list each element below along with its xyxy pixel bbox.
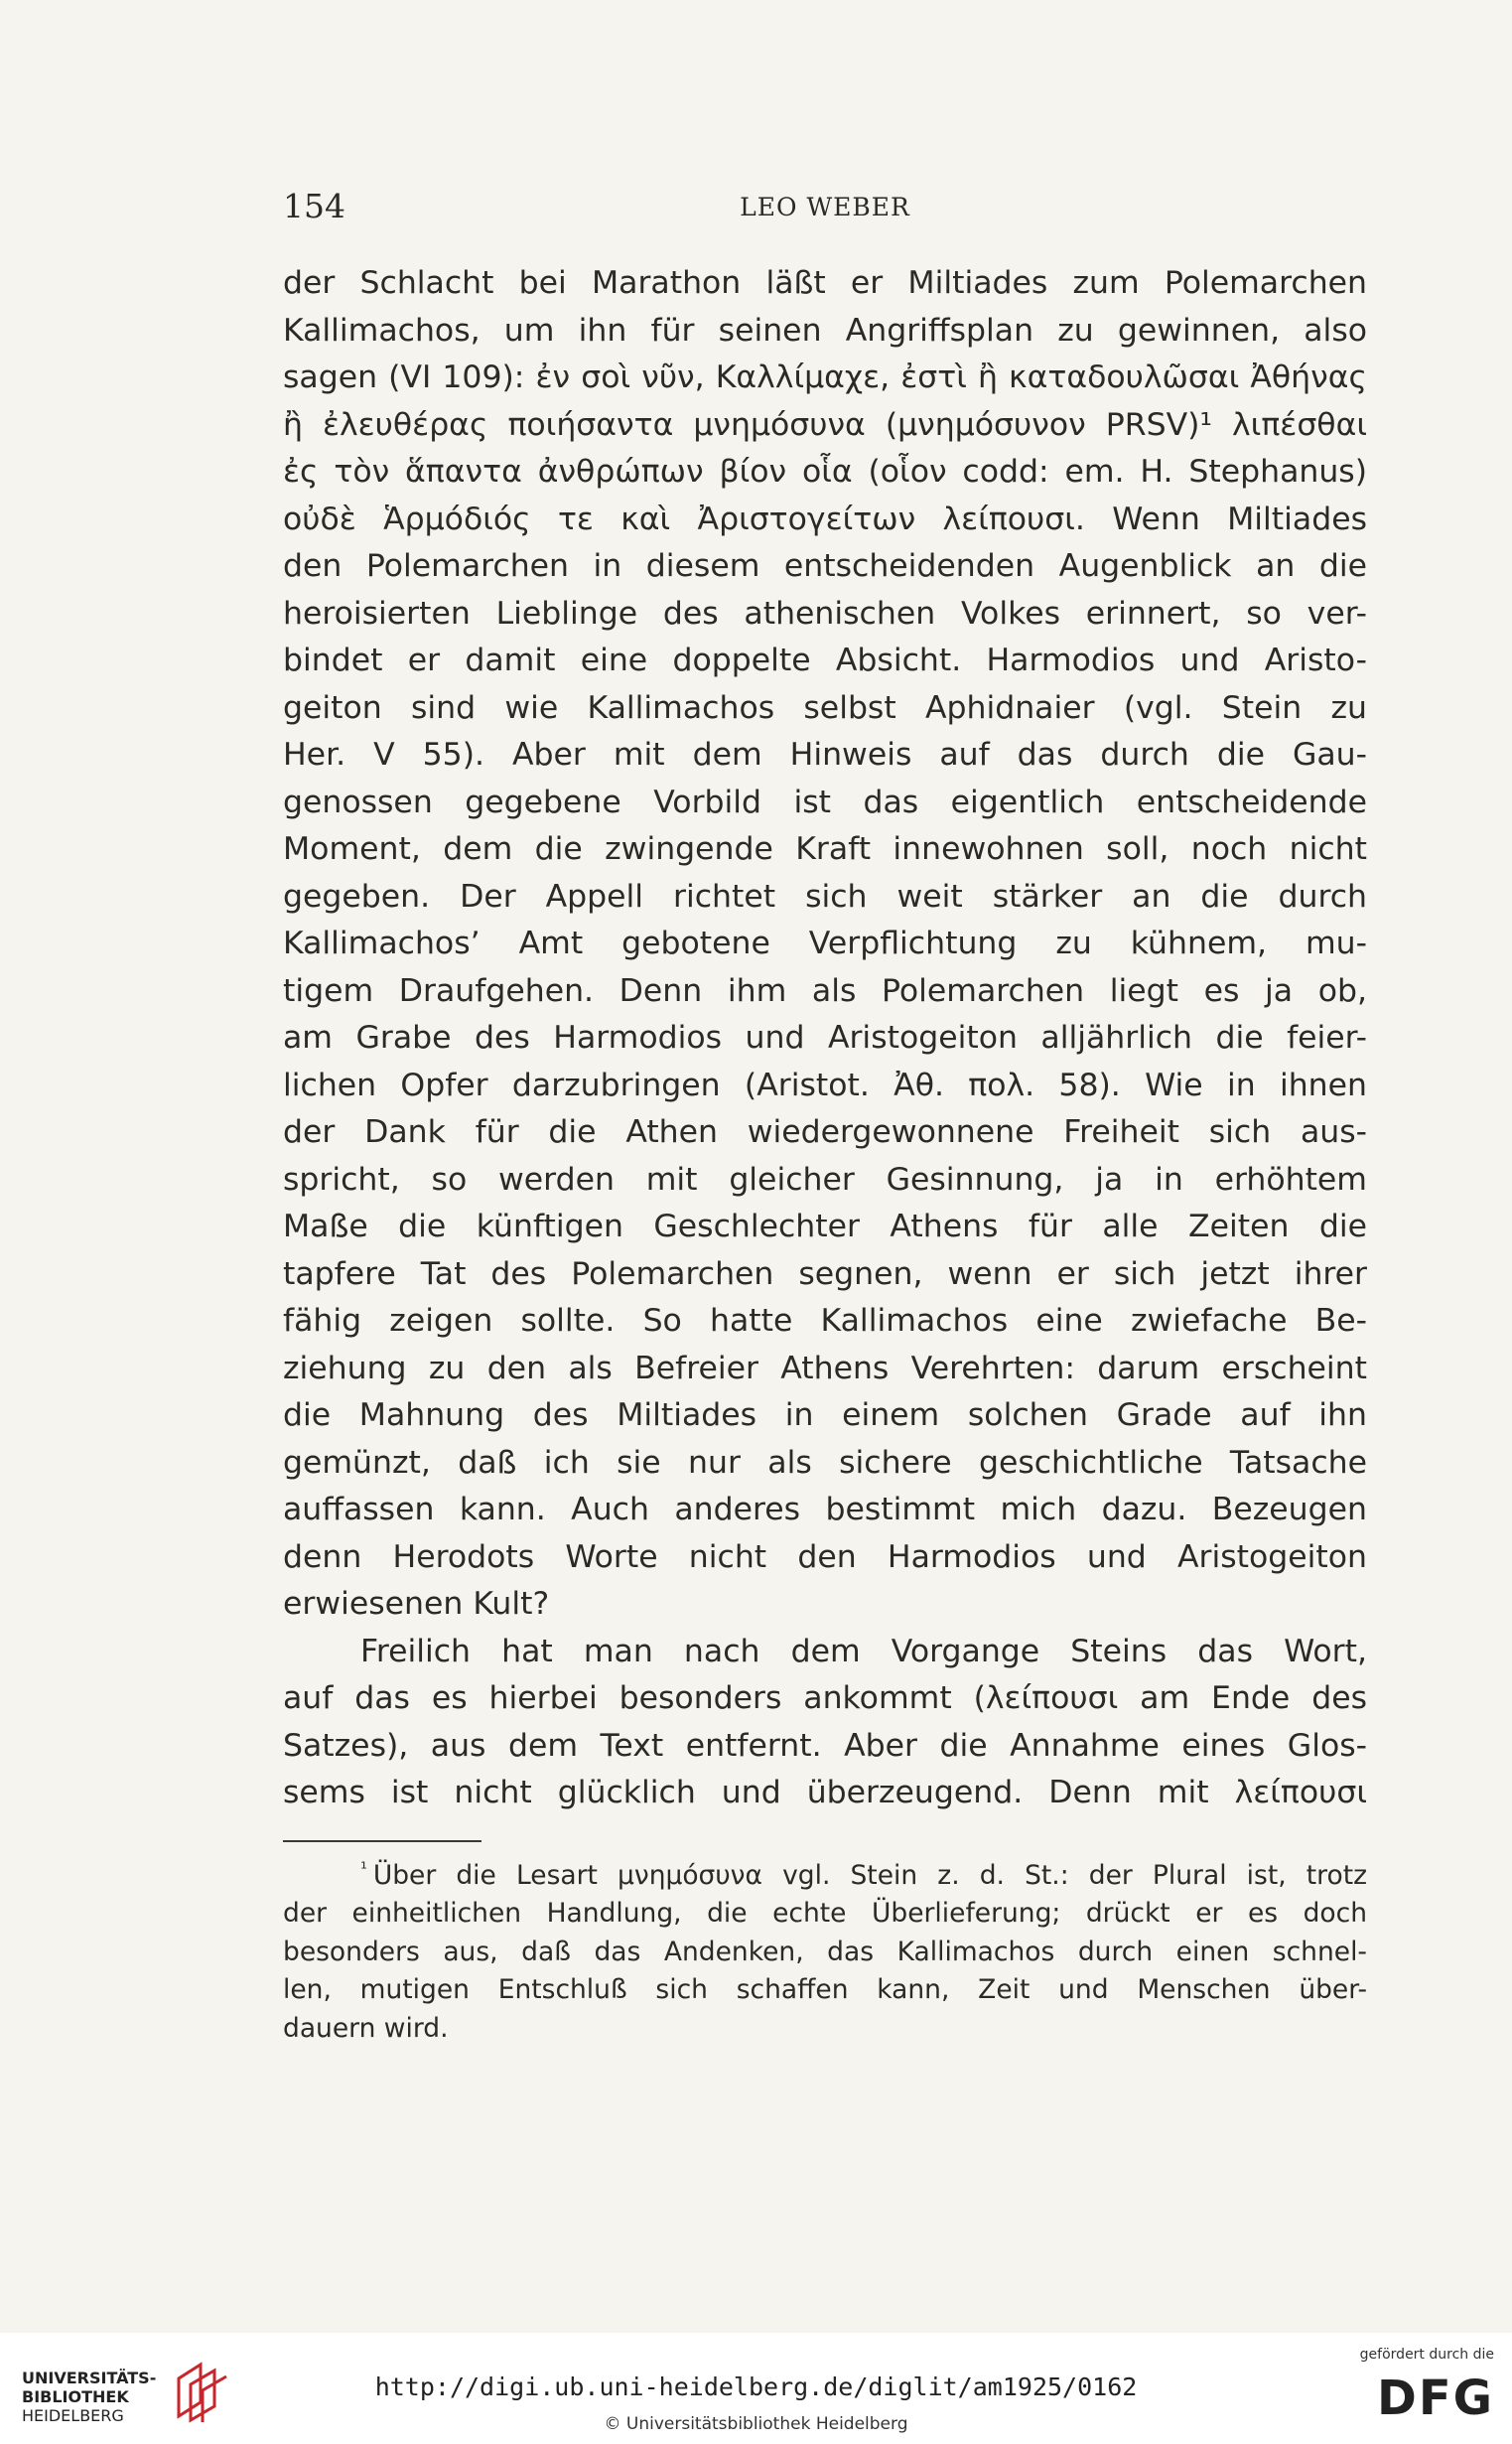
dfg-logo-block[interactable] [1345,2347,1494,2436]
text-line: ἐς τὸν ἅπαντα ἀνθρώπων βίον οἷα (οἷον codd: em. H. Stephanus) [283,454,1367,490]
footer-url-link[interactable]: http://digi.ub.uni-heidelberg.de/diglit/am1925/0162 [374,2372,1138,2401]
text-line: lichen Opfer darzubringen (Aristot. Ἀθ. πολ. 58). Wie in ihnen [283,1067,1367,1103]
footnote-line: besonders aus, daß das Andenken, das Kallimachos durch einen schnel- [283,1936,1367,1967]
text-line: sems ist nicht glücklich und überzeugend. Denn mit λείπουσι [283,1775,1367,1810]
text-line: die Mahnung des Miltiades in einem solchen Grade auf ihn [283,1397,1367,1433]
library-name-line: HEIDELBERG [22,2406,124,2425]
page-header [283,187,1367,236]
text-line: ziehung zu den als Befreier Athens Verehrten: darum erscheint [283,1350,1367,1386]
text-line: den Polemarchen in diesem entscheidenden Augenblick an die [283,548,1367,584]
text-line: ἢ ἐλευθέρας ποιήσαντα μνημόσυνα (μνημόσυνον PRSV)¹ λιπέσθαι [283,406,1367,443]
text-line: οὐδὲ Ἁρμόδιός τε καὶ Ἀριστογείτων λείπουσι. Wenn Miltiades [283,501,1367,537]
text-line: Kallimachos, um ihn für seinen Angriffsplan zu gewinnen, also [283,312,1367,349]
footer-copyright: © Universitätsbibliothek Heidelberg [604,2414,908,2434]
footer-bar [0,2333,1512,2444]
footnote-divider [283,1840,481,1842]
text-line: der Schlacht bei Marathon läßt er Miltiades zum Polemarchen [283,265,1367,301]
footnote-line: der einheitlichen Handlung, die echte Überlieferung; drückt er es doch [283,1898,1367,1930]
footnote-line: dauern wird. [283,2012,449,2044]
text-line: Satzes), aus dem Text entfernt. Aber die Annahme eines Glos- [283,1727,1367,1764]
dfg-logo: DFG [1376,2371,1494,2426]
text-line: gemünzt, daß ich sie nur als sichere geschichtliche Tatsache [283,1444,1367,1481]
footnote-text: Über die Lesart μνημόσυνα vgl. Stein z. d. St.: der Plural ist, trotz [372,1860,1367,1891]
text-line: heroisierten Lieblinge des athenischen Volkes erinnert, so ver- [283,595,1367,632]
text-line: fähig zeigen sollte. So hatte Kallimachos eine zwiefache Be- [283,1303,1367,1339]
text-line: genossen gegebene Vorbild ist das eigentlich entscheidende [283,784,1367,820]
footnote-marker: ¹ [360,1859,367,1879]
footnote-line: len, mutigen Entschluß sich schaffen kann, Zeit und Menschen über- [283,1974,1367,2006]
running-head: LEO WEBER [740,193,910,221]
text-line: sagen (VI 109): ἐν σοὶ νῦν, Καλλίμαχε, ἐστὶ ἢ καταδουλῶσαι Ἀθήνας [283,359,1367,395]
text-line: tigem Draufgehen. Denn ihm als Polemarchen liegt es ja ob, [283,972,1367,1009]
body-text [283,260,1367,1817]
text-line: denn Herodots Worte nicht den Harmodios und Aristogeiton [283,1538,1367,1575]
text-line: Maße die künftigen Geschlechter Athens für alle Zeiten die [283,1209,1367,1244]
library-name-line: UNIVERSITÄTS- [22,2369,157,2387]
text-line: Moment, dem die zwingende Kraft innewohnen soll, noch nicht [283,831,1367,867]
text-line: spricht, so werden mit gleicher Gesinnung, ja in erhöhtem [283,1161,1367,1198]
text-line: Her. V 55). Aber mit dem Hinweis auf das durch die Gau- [283,737,1367,773]
page-number: 154 [283,187,345,225]
text-line: bindet er damit eine doppelte Absicht. Harmodios und Aristo- [283,643,1367,678]
text-line: erwiesenen Kult? [283,1586,550,1622]
library-name-line: BIBLIOTHEK [22,2387,129,2406]
text-line: tapfere Tat des Polemarchen segnen, wenn er sich jetzt ihrer [283,1255,1367,1292]
text-line: gegeben. Der Appell richtet sich weit stärker an die durch [283,878,1367,915]
text-line: auffassen kann. Auch anderes bestimmt mich dazu. Bezeugen [283,1492,1367,1527]
text-line: Kallimachos’ Amt gebotene Verpflichtung zu kühnem, mu- [283,926,1367,961]
footnote-line [283,1857,1367,1895]
dfg-caption: gefördert durch die [1359,2347,1494,2363]
text-line: am Grabe des Harmodios und Aristogeiton alljährlich die feier- [283,1020,1367,1056]
text-line: auf das es hierbei besonders ankommt (λείπουσι am Ende des [283,1680,1367,1716]
text-line: der Dank für die Athen wiedergewonnene Freiheit sich aus- [283,1114,1367,1150]
text-line: geiton sind wie Kallimachos selbst Aphidnaier (vgl. Stein zu [283,689,1367,726]
text-line: Freilich hat man nach dem Vorgange Steins das Wort, [360,1633,1367,1669]
footnotes [283,1857,1367,2048]
